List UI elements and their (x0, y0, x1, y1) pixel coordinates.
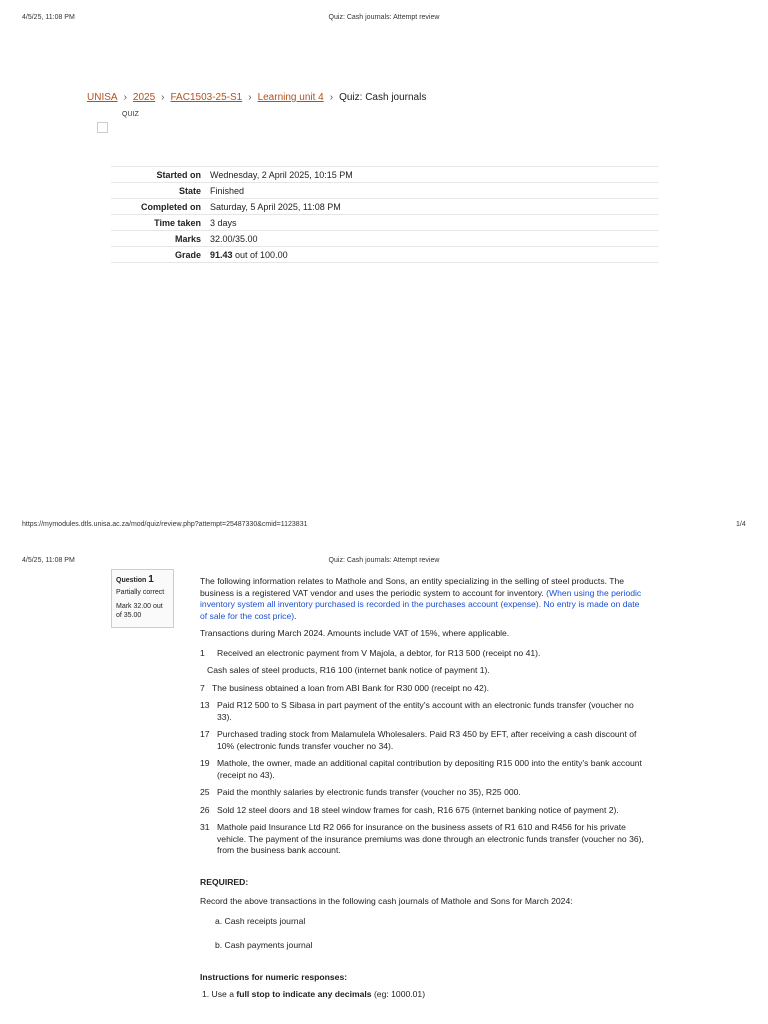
list-item: 7 The business obtained a loan from ABI Bank for R30 000 (receipt no 42). (200, 682, 490, 693)
print-title: Quiz: Cash journals: Attempt review (328, 557, 440, 564)
required-heading: REQUIRED: (200, 876, 249, 887)
question-info-box (111, 569, 174, 628)
list-item: b. Cash payments journal (215, 940, 313, 950)
list-item: Cash sales of steel products, R16 100 (internet bank notice of payment 1). (207, 665, 490, 675)
breadcrumb-unisa[interactable]: UNISA (87, 92, 118, 103)
print-url: https://mymodules.dtls.unisa.ac.za/mod/quiz/review.php?attempt=25487330&cmid=1123831 (22, 521, 308, 528)
required-list (215, 916, 646, 952)
summary-row-grade: Grade 91.43 out of 100.00 (111, 247, 658, 263)
summary-row: Time taken 3 days (111, 215, 658, 231)
print-title: Quiz: Cash journals: Attempt review (328, 14, 440, 21)
summary-row: Marks 32.00/35.00 (111, 231, 658, 247)
page-number: 1/4 (736, 521, 746, 528)
attempt-summary-table (111, 166, 658, 263)
breadcrumb-learning-unit[interactable]: Learning unit 4 (257, 92, 324, 103)
question-state: Partially correct (116, 589, 165, 596)
chevron-right-icon: › (248, 92, 252, 103)
question-intro: The following information relates to Mathole and Sons, an entity specializing in the selling of steel products. The business is a registered VAT vendor and uses the periodic system to account for inventory. (When using the periodic inventory system all inventory purchased is recorded in the purchases account (expense). No entry is made on date of sale for the cost price). (200, 576, 642, 621)
print-date: 4/5/25, 11:08 PM (22, 557, 75, 564)
chevron-right-icon: › (161, 92, 165, 103)
list-item: 31 Mathole paid Insurance Ltd R2 066 for insurance on the business assets of R1 610 and R456 for his private vehicle. The payment of the insurance premiums was done through an electronic funds transfer (voucher no 36), from the business bank account. (200, 822, 644, 855)
question-number: Question 1 (116, 574, 154, 585)
summary-row: Started on Wednesday, 2 April 2025, 10:15 PM (111, 167, 658, 183)
instructions-heading: Instructions for numeric responses: (200, 971, 348, 982)
breadcrumb-2025[interactable]: 2025 (132, 92, 156, 103)
quiz-activity-label: QUIZ (122, 111, 139, 118)
grade-value: 91.43 (210, 249, 233, 260)
list-item: a. Cash receipts journal (215, 915, 306, 926)
transactions-heading: Transactions during March 2024. Amounts include VAT of 15%, where applicable. (200, 628, 510, 638)
list-item: 13 Paid R12 500 to S Sibasa in part payment of the entity's account with an electronic funds transfer (voucher no 33). (200, 700, 634, 722)
breadcrumb-current: Quiz: Cash journals (339, 92, 427, 103)
question-mark: Mark 32.00 out of 35.00 (116, 603, 163, 619)
list-item: 17 Purchased trading stock from Malamulela Wholesalers. Paid R3 450 by EFT, after receiving a cash discount of 10% (electronic funds transfer voucher no 34). (200, 729, 637, 751)
list-item: 25 Paid the monthly salaries by electronic funds transfer (voucher no 35), R25 000. (200, 787, 521, 797)
question-text (200, 576, 646, 1007)
list-item: 19 Mathole, the owner, made an additional capital contribution by depositing R15 000 into the entity's bank account (receipt no 43). (200, 758, 642, 780)
chevron-right-icon: › (123, 92, 127, 103)
instruction-item: 1. Use a full stop to indicate any decimals (eg: 1000.01) (202, 989, 426, 999)
list-item: 1 Received an electronic payment from V Majola, a debtor, for R13 500 (receipt no 41). (200, 647, 541, 658)
quiz-icon (97, 122, 108, 133)
print-date: 4/5/25, 11:08 PM (22, 14, 75, 21)
breadcrumb (87, 92, 426, 103)
summary-row: Completed on Saturday, 5 April 2025, 11:08 PM (111, 199, 658, 215)
list-item: 26 Sold 12 steel doors and 18 steel window frames for cash, R16 675 (internet banking notice of payment 2). (200, 804, 619, 815)
summary-row: State Finished (111, 183, 658, 199)
breadcrumb-course[interactable]: FAC1503-25-S1 (170, 92, 243, 103)
required-text: Record the above transactions in the following cash journals of Mathole and Sons for March 2024: (200, 896, 573, 906)
chevron-right-icon: › (329, 92, 334, 103)
